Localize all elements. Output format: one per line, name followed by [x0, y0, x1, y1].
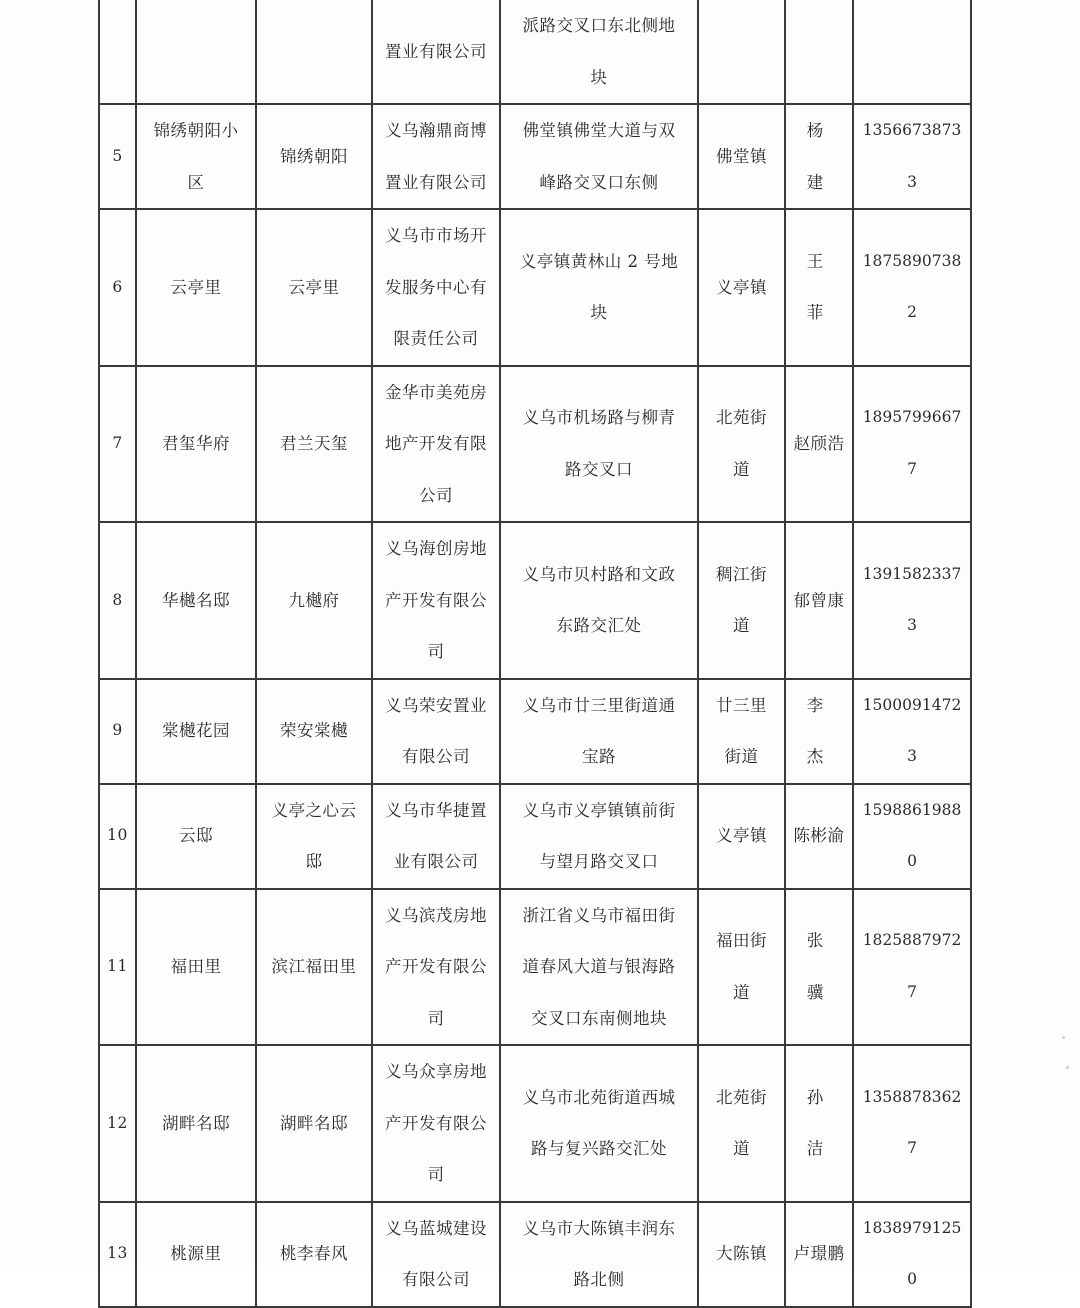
cell-developer: 义乌瀚鼎商博置业有限公司	[372, 104, 500, 209]
cell-developer: 义乌众享房地产开发有限公司	[372, 1045, 500, 1202]
cell-town: 廿三里街道	[698, 679, 785, 784]
cell-contact-person: 李 杰	[785, 679, 853, 784]
cell-town: 佛堂镇	[698, 104, 785, 209]
cell-promo-name: 义亭之心云邸	[256, 784, 372, 889]
cell-town: 大陈镇	[698, 1202, 785, 1307]
cell-phone: 18258879727	[853, 889, 971, 1046]
cell-location: 义乌市义亭镇镇前街与望月路交叉口	[500, 784, 698, 889]
cell-index: 7	[99, 366, 136, 523]
cell-index: 8	[99, 522, 136, 679]
table-row	[99, 1045, 971, 1202]
cell-project-name: 湖畔名邸	[136, 1045, 256, 1202]
cell-location: 义乌市贝村路和文政东路交汇处	[500, 522, 698, 679]
cell-location: 义乌市大陈镇丰润东路北侧	[500, 1202, 698, 1307]
cell-promo-name: 锦绣朝阳	[256, 104, 372, 209]
cell-contact-person: 张 骥	[785, 889, 853, 1046]
cell-phone: 13915823373	[853, 522, 971, 679]
cell-contact-person: 郁曾康	[785, 522, 853, 679]
cell-promo-name: 滨江福田里	[256, 889, 372, 1046]
cell-location: 义乌市机场路与柳青路交叉口	[500, 366, 698, 523]
table-row	[99, 366, 971, 523]
cell-project-name: 棠樾花园	[136, 679, 256, 784]
cell-location: 佛堂镇佛堂大道与双峰路交叉口东侧	[500, 104, 698, 209]
cell-index: 6	[99, 209, 136, 366]
cell-developer: 义乌滨茂房地产开发有限公司	[372, 889, 500, 1046]
cell-promo-name: 湖畔名邸	[256, 1045, 372, 1202]
table-row	[99, 1202, 971, 1307]
cell-location: 义乌市廿三里街道通宝路	[500, 679, 698, 784]
cell-contact-person: 孙 洁	[785, 1045, 853, 1202]
cell-contact-person: 陈彬渝	[785, 784, 853, 889]
cell-phone: 15000914723	[853, 679, 971, 784]
cell-town: 北苑街道	[698, 366, 785, 523]
cell-promo-name: 荣安棠樾	[256, 679, 372, 784]
cell-town: 稠江街道	[698, 522, 785, 679]
cell-index: 12	[99, 1045, 136, 1202]
cell-index: 13	[99, 1202, 136, 1307]
table-row	[99, 104, 971, 209]
cell-phone: 15988619880	[853, 784, 971, 889]
cell-project-name	[136, 0, 256, 104]
cell-developer: 义乌市市场开发服务中心有限责任公司	[372, 209, 500, 366]
cell-project-name: 君玺华府	[136, 366, 256, 523]
table-row	[99, 889, 971, 1046]
cell-project-name: 云邸	[136, 784, 256, 889]
cell-index: 9	[99, 679, 136, 784]
cell-project-name: 福田里	[136, 889, 256, 1046]
cell-contact-person: 赵颀浩	[785, 366, 853, 523]
cell-contact-person: 王 菲	[785, 209, 853, 366]
cell-phone	[853, 0, 971, 104]
cell-promo-name	[256, 0, 372, 104]
cell-phone: 13588783627	[853, 1045, 971, 1202]
cell-index: 5	[99, 104, 136, 209]
cell-contact-person: 杨 建	[785, 104, 853, 209]
cell-promo-name: 君兰天玺	[256, 366, 372, 523]
cell-index: 10	[99, 784, 136, 889]
cell-location: 派路交叉口东北侧地块	[500, 0, 698, 104]
cell-town: 北苑街道	[698, 1045, 785, 1202]
cell-developer: 置业有限公司	[372, 0, 500, 104]
cell-phone: 18389791250	[853, 1202, 971, 1307]
scan-speck	[1066, 1066, 1069, 1069]
cell-developer: 义乌市华捷置业有限公司	[372, 784, 500, 889]
cell-town	[698, 0, 785, 104]
table-row	[99, 679, 971, 784]
table-row	[99, 0, 971, 104]
cell-contact-person: 卢璟鹏	[785, 1202, 853, 1307]
cell-location: 义乌市北苑街道西城路与复兴路交汇处	[500, 1045, 698, 1202]
cell-phone: 18758907382	[853, 209, 971, 366]
cell-location: 浙江省义乌市福田街道春风大道与银海路交叉口东南侧地块	[500, 889, 698, 1046]
cell-promo-name: 桃李春风	[256, 1202, 372, 1307]
cell-phone: 18957996677	[853, 366, 971, 523]
cell-project-name: 华樾名邸	[136, 522, 256, 679]
cell-developer: 义乌蓝城建设有限公司	[372, 1202, 500, 1307]
cell-project-name: 云亭里	[136, 209, 256, 366]
cell-location: 义亭镇黄林山 2 号地块	[500, 209, 698, 366]
cell-promo-name: 九樾府	[256, 522, 372, 679]
scan-speck	[1062, 1036, 1065, 1039]
table-row	[99, 784, 971, 889]
cell-developer: 义乌荣安置业有限公司	[372, 679, 500, 784]
table-row	[99, 522, 971, 679]
cell-town: 义亭镇	[698, 209, 785, 366]
cell-town: 义亭镇	[698, 784, 785, 889]
cell-contact-person	[785, 0, 853, 104]
cell-index	[99, 0, 136, 104]
table-body	[99, 0, 971, 1307]
cell-project-name: 桃源里	[136, 1202, 256, 1307]
cell-promo-name: 云亭里	[256, 209, 372, 366]
cell-index: 11	[99, 889, 136, 1046]
project-registry-table	[98, 0, 972, 1308]
cell-town: 福田街道	[698, 889, 785, 1046]
table-row	[99, 209, 971, 366]
cell-developer: 金华市美苑房地产开发有限公司	[372, 366, 500, 523]
cell-phone: 13566738733	[853, 104, 971, 209]
cell-developer: 义乌海创房地产开发有限公司	[372, 522, 500, 679]
cell-project-name: 锦绣朝阳小区	[136, 104, 256, 209]
